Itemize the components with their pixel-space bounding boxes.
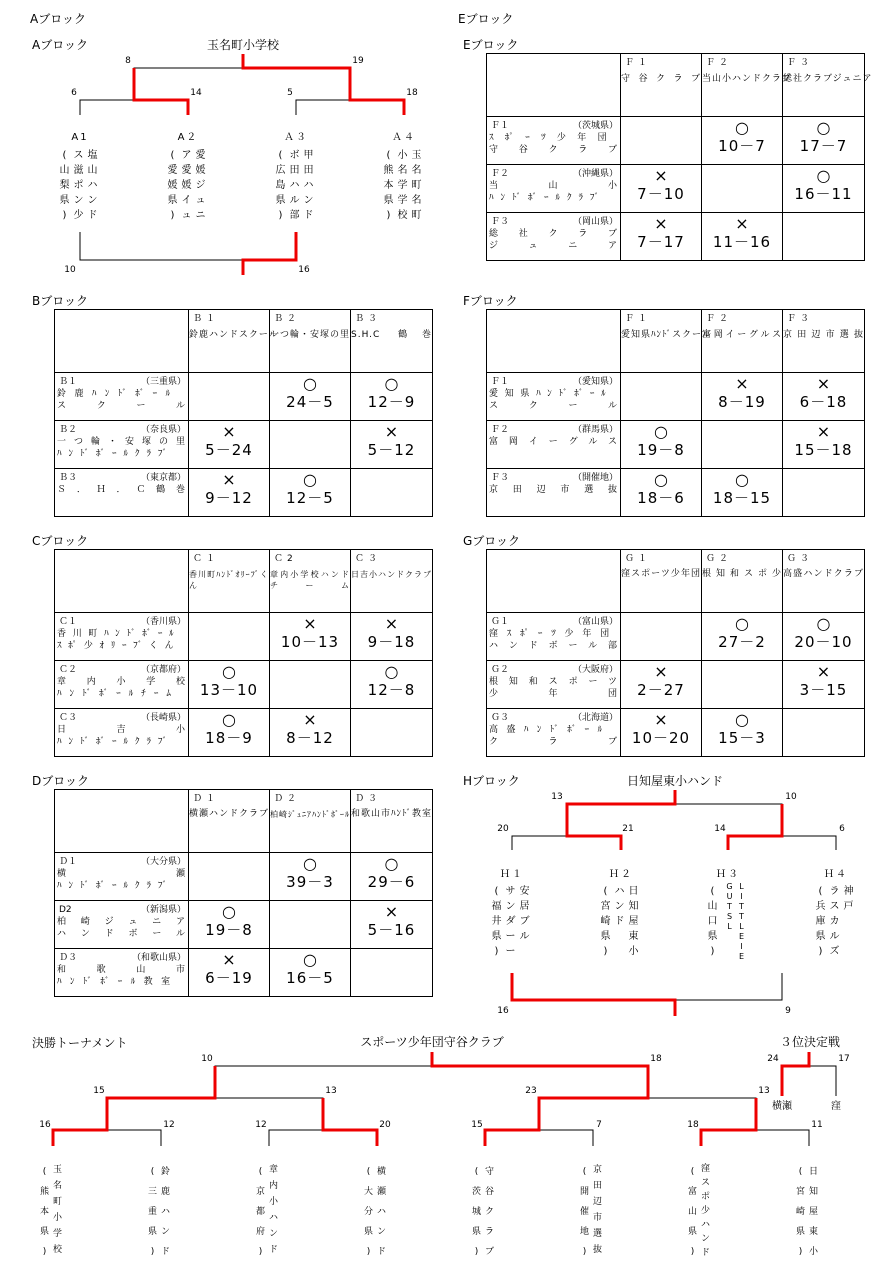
f-col-3: Ｆ３ 京田辺市選抜 <box>783 310 865 373</box>
finals-champion: スポーツ少年団守谷クラブ <box>360 1035 504 1049</box>
ft-7-name: 窪 ス ポ 少 ハ ン ド <box>700 1164 710 1258</box>
c-cell-3-2: × 8－12 <box>270 709 351 757</box>
f-score-7: 16 <box>39 1120 51 1130</box>
e-row-3-head: Ｆ３ （岡山県） 総社クラブ ジュニア <box>487 213 621 261</box>
a-team-3-name-b: 甲 田 ハ ン ド <box>303 150 314 221</box>
h-team-3-name-a: G U T S L <box>726 882 733 931</box>
c-cell-2-1: ○ 13－10 <box>189 661 270 709</box>
f-row-2-head: Ｆ２ （群馬県） 富岡イーグルス <box>487 421 621 469</box>
a-score-5: 5 <box>287 88 293 98</box>
a-team-1-code: A1 <box>71 132 89 143</box>
ft-6-pref: ( 開 催 地 ) <box>579 1167 589 1257</box>
a-team-4-name-a: 小 名 学 学 校 <box>397 150 408 221</box>
f-score-6: 13 <box>758 1086 770 1096</box>
b-row-2-head: Ｂ２ （奈良県） 一つ輪・安塚の里 ﾊﾝﾄﾞﾎﾞｰﾙｸﾗﾌﾞ <box>55 421 189 469</box>
f-col-2: Ｆ２ 富岡イーグルス <box>702 310 783 373</box>
third-team-1: 横瀬 <box>772 1101 792 1112</box>
b-cell-1-3: ○ 12－9 <box>351 373 433 421</box>
g-col-3: Ｇ３ 高盛ハンドクラブ <box>783 550 865 613</box>
h-score-7: 16 <box>497 1006 509 1016</box>
g-row-1-head: Ｇ１ （富山県） 窪ｽﾎﾟｰﾂ少年団 ハンドボール部 <box>487 613 621 661</box>
f-score-14: 11 <box>811 1120 823 1130</box>
b-row-1-head: Ｂ１ （三重県） 鈴鹿ﾊﾝﾄﾞﾎﾞｰﾙ スクール <box>55 373 189 421</box>
a-team-3-pref: ( 広 島 県 ) <box>275 150 286 221</box>
ft-8-pref: ( 宮 崎 県 ) <box>795 1167 805 1257</box>
c-cell-2-3: ○ 12－8 <box>351 661 433 709</box>
g-cell-2-3: × 3－15 <box>783 661 865 709</box>
f-cell-3-1: ○ 18－6 <box>621 469 702 517</box>
a-score-1: 8 <box>125 56 131 66</box>
ft-3-pref: ( 京 都 府 ) <box>255 1167 265 1257</box>
b-cell-1-2: ○ 24－5 <box>270 373 351 421</box>
c-cell-1-3: × 9－18 <box>351 613 433 661</box>
c-col-3: Ｃ３ 日吉小ハンドクラブ <box>351 550 433 613</box>
a-team-2-name-a: ア 愛 媛 イ ュ <box>181 150 192 221</box>
a-team-3-code: Ａ３ <box>284 132 308 143</box>
f-row-1-head: Ｆ１ （愛知県） 愛知県ﾊﾝﾄﾞﾎﾞｰﾙ スクール <box>487 373 621 421</box>
c-cell-1-2: × 10－13 <box>270 613 351 661</box>
block-e-title: Eブロック <box>463 38 519 52</box>
h-team-3-code: Ｈ３ <box>716 869 740 880</box>
a-team-3-name-a: ボ 田 ハ ル 部 <box>289 150 300 221</box>
h-score-4: 21 <box>622 824 634 834</box>
ft-5-name: 守 谷 ク ラ ブ <box>484 1167 494 1257</box>
h-team-2-name-a: ハ ン ド <box>614 886 625 927</box>
a-score-6: 18 <box>406 88 418 98</box>
a-score-2: 19 <box>352 56 364 66</box>
g-row-2-head: Ｇ２ （大阪府） 根知和スポーツ 少年団 <box>487 661 621 709</box>
a-team-2-name-b: 愛 媛 ジ ュ ニ <box>195 150 206 221</box>
c-row-2-head: Ｃ２ （京都府） 章内小学校 ﾊﾝﾄﾞﾎﾞｰﾙﾁｰﾑ <box>55 661 189 709</box>
a-team-4-pref: ( 熊 本 県 ) <box>383 150 394 221</box>
top-stub-a: Aブロック <box>30 12 86 26</box>
block-a-title: Aブロック <box>32 38 88 52</box>
d-cell-2-3: × 5－16 <box>351 901 433 949</box>
h-team-4-name-a: ラ ス カ ル ズ <box>829 886 840 957</box>
g-row-3-head: Ｇ３ （北海道） 高盛ﾊﾝﾄﾞﾎﾞｰﾙ クラブ <box>487 709 621 757</box>
f-cell-1-3: × 6－18 <box>783 373 865 421</box>
f-score-12: 7 <box>596 1120 602 1130</box>
a-score-8: 16 <box>298 265 310 275</box>
f-cell-3-2: ○ 18－15 <box>702 469 783 517</box>
b-cell-3-2: ○ 12－5 <box>270 469 351 517</box>
a-team-4-name-b: 玉 名 町 名 町 <box>411 150 422 221</box>
c-col-1: Ｃ１ 香川町ﾊﾝﾄﾞｵﾘｰﾌﾞくん <box>189 550 270 613</box>
block-g-title: Gブロック <box>463 534 521 548</box>
f-score-2: 18 <box>650 1054 662 1064</box>
ft-7-pref: ( 富 山 県 ) <box>687 1167 697 1257</box>
f-score-5: 23 <box>525 1086 537 1096</box>
a-team-4-code: Ａ４ <box>392 132 416 143</box>
b-cell-2-1: × 5－24 <box>189 421 270 469</box>
c-col-2: Ｃ2 章内小学校ハンドチーム <box>270 550 351 613</box>
d-cell-3-2: ○ 16－5 <box>270 949 351 997</box>
ft-4-pref: ( 大 分 県 ) <box>363 1167 373 1257</box>
d-row-3-head: Ｄ３ （和歌山県） 和歌山市 ﾊﾝﾄﾞﾎﾞｰﾙ教室 <box>55 949 189 997</box>
d-col-1: Ｄ１ 横瀬ハンドクラブ <box>189 790 270 853</box>
g-cell-1-2: ○ 27－2 <box>702 613 783 661</box>
h-score-3: 20 <box>497 824 509 834</box>
block-a-winner: 玉名町小学校 <box>206 38 280 52</box>
ft-5-pref: ( 茨 城 県 ) <box>471 1167 481 1257</box>
h-score-8: 9 <box>785 1006 791 1016</box>
e-row-2-head: Ｆ２ （沖縄県） 当山小 ﾊﾝﾄﾞﾎﾞｰﾙｸﾗﾌﾞ <box>487 165 621 213</box>
e-cell-1-3: ○ 17－7 <box>783 117 865 165</box>
e-cell-2-3: ○ 16－11 <box>783 165 865 213</box>
block-b-title: Bブロック <box>32 294 88 308</box>
a-team-1-name-b: 塩 山 ハ ン ド <box>87 150 98 221</box>
d-cell-3-1: × 6－19 <box>189 949 270 997</box>
e-col-1: Ｆ１ 守谷クラブ <box>621 54 702 117</box>
f-score-8: 12 <box>163 1120 175 1130</box>
h-score-6: 6 <box>839 824 845 834</box>
e-cell-3-2: × 11－16 <box>702 213 783 261</box>
h-team-1-name-b: 安 居 ブ ル <box>519 886 530 942</box>
d-col-3: Ｄ３ 和歌山市ﾊﾝﾄﾞ教室 <box>351 790 433 853</box>
ft-6-name: 京 田 辺 市 選 抜 <box>592 1165 602 1255</box>
f-score-11: 15 <box>471 1120 483 1130</box>
f-cell-1-2: × 8－19 <box>702 373 783 421</box>
g-cell-1-3: ○ 20－10 <box>783 613 865 661</box>
h-score-5: 14 <box>714 824 726 834</box>
h-team-3-name-b: L I T T L E I E <box>738 882 745 961</box>
d-cell-2-1: ○ 19－8 <box>189 901 270 949</box>
b-cell-2-3: × 5－12 <box>351 421 433 469</box>
f-score-9: 12 <box>255 1120 267 1130</box>
f-score-4: 13 <box>325 1086 337 1096</box>
a-team-1-pref: ( 山 梨 県 ) <box>59 150 70 221</box>
h-team-2-code: Ｈ２ <box>609 869 633 880</box>
ft-8-name: 日 知 屋 東 小 <box>808 1167 818 1257</box>
ft-2-pref: ( 三 重 県 ) <box>147 1167 157 1257</box>
c-row-3-head: Ｃ３ （長崎県） 日吉小 ﾊﾝﾄﾞﾎﾞｰﾙｸﾗﾌﾞ <box>55 709 189 757</box>
h-team-1-code: Ｈ１ <box>500 869 524 880</box>
a-score-7: 10 <box>64 265 76 275</box>
f-score-1: 10 <box>201 1054 213 1064</box>
e-col-3: Ｆ３ 総社クラブジュニア <box>783 54 865 117</box>
h-team-1-pref: ( 福 井 県 ) <box>491 886 502 957</box>
g-col-2: Ｇ２ 根知和スポ少 <box>702 550 783 613</box>
c-row-1-head: Ｃ１ （香川県） 香川町ﾊﾝﾄﾞﾎﾞｰﾙ ｽﾎﾟ少ｵﾘｰﾌﾞくん <box>55 613 189 661</box>
block-d-title: Dブロック <box>32 774 90 788</box>
d-cell-1-3: ○ 29－6 <box>351 853 433 901</box>
h-score-1: 13 <box>551 792 563 802</box>
f-row-3-head: Ｆ３ （開催地） 京田辺市選抜 <box>487 469 621 517</box>
b-row-3-head: Ｂ３ （東京都） Ｓ．Ｈ．Ｃ鶴巻 <box>55 469 189 517</box>
a-team-1-name-a: ス 滋 ポ ン 少 <box>73 150 84 221</box>
h-team-1-name-a: サ ン ダ ー ー <box>505 886 516 957</box>
ft-1-name: 玉 名 町 小 学 校 <box>52 1165 62 1255</box>
g-cell-3-2: ○ 15－3 <box>702 709 783 757</box>
d-col-2: Ｄ２ 柏崎ｼﾞｭﾆｱﾊﾝﾄﾞﾎﾞｰﾙ <box>270 790 351 853</box>
block-h-title: Hブロック <box>463 774 520 788</box>
third-place-title: ３位決定戦 <box>780 1035 841 1049</box>
a-score-3: 6 <box>71 88 77 98</box>
ft-4-name: 横 瀬 ハ ン ド <box>376 1167 386 1257</box>
block-f-title: Fブロック <box>463 294 518 308</box>
g-cell-2-1: × 2－27 <box>621 661 702 709</box>
h-team-3-pref: ( 山 口 県 ) <box>707 886 718 957</box>
g-col-1: Ｇ１ 窪スポーツ少年団 <box>621 550 702 613</box>
f-score-13: 18 <box>687 1120 699 1130</box>
g-cell-3-1: × 10－20 <box>621 709 702 757</box>
f-col-1: Ｆ１ 愛知県ﾊﾝﾄﾞスクール <box>621 310 702 373</box>
h-team-4-code: Ｈ４ <box>824 869 848 880</box>
d-row-1-head: Ｄ１ （大分県） 横瀬 ﾊﾝﾄﾞﾎﾞｰﾙｸﾗﾌﾞ <box>55 853 189 901</box>
h-team-2-pref: ( 宮 崎 県 ) <box>600 886 611 957</box>
third-score-2: 17 <box>838 1054 850 1064</box>
h-team-4-name-b: 神 戸 <box>843 886 854 912</box>
f-cell-2-1: ○ 19－8 <box>621 421 702 469</box>
e-row-1-head: Ｆ１ （茨城県） ｽﾎﾟｰﾂ少年団 守谷クラブ <box>487 117 621 165</box>
third-team-2: 窪 <box>831 1101 841 1112</box>
e-cell-3-1: × 7－17 <box>621 213 702 261</box>
ft-1-pref: ( 熊 本 県 ) <box>39 1167 49 1257</box>
ft-3-name: 章 内 小 ハ ン ド <box>268 1165 278 1255</box>
e-col-2: Ｆ２ 当山小ハンドクラブ <box>702 54 783 117</box>
finals-title: 決勝トーナメント <box>32 1036 128 1050</box>
b-col-3: Ｂ３ S.H.C 鶴巻 <box>351 310 433 373</box>
f-score-10: 20 <box>379 1120 391 1130</box>
h-team-4-pref: ( 兵 庫 県 ) <box>815 886 826 957</box>
d-cell-1-2: ○ 39－3 <box>270 853 351 901</box>
a-team-2-pref: ( 愛 媛 県 ) <box>167 150 178 221</box>
e-cell-1-2: ○ 10－7 <box>702 117 783 165</box>
top-stub-e: Eブロック <box>458 12 514 26</box>
h-team-2-name-b: 日 知 屋 東 小 <box>628 886 639 957</box>
block-h-winner: 日知屋東小ハンド <box>626 774 724 788</box>
b-col-2: Ｂ２ 一つ輪・安塚の里 <box>270 310 351 373</box>
a-team-2-code: A２ <box>177 132 199 143</box>
b-col-1: Ｂ１ 鈴鹿ハンドスクール <box>189 310 270 373</box>
third-score-1: 24 <box>767 1054 779 1064</box>
f-score-3: 15 <box>93 1086 105 1096</box>
c-cell-3-1: ○ 18－9 <box>189 709 270 757</box>
h-score-2: 10 <box>785 792 797 802</box>
block-c-title: Cブロック <box>32 534 89 548</box>
d-row-2-head: D2 （新潟県） 柏崎ジュニア ハンドボール <box>55 901 189 949</box>
a-score-4: 14 <box>190 88 202 98</box>
e-cell-2-1: × 7－10 <box>621 165 702 213</box>
ft-2-name: 鈴 鹿 ハ ン ド <box>160 1167 170 1257</box>
f-cell-2-3: × 15－18 <box>783 421 865 469</box>
b-cell-3-1: × 9－12 <box>189 469 270 517</box>
